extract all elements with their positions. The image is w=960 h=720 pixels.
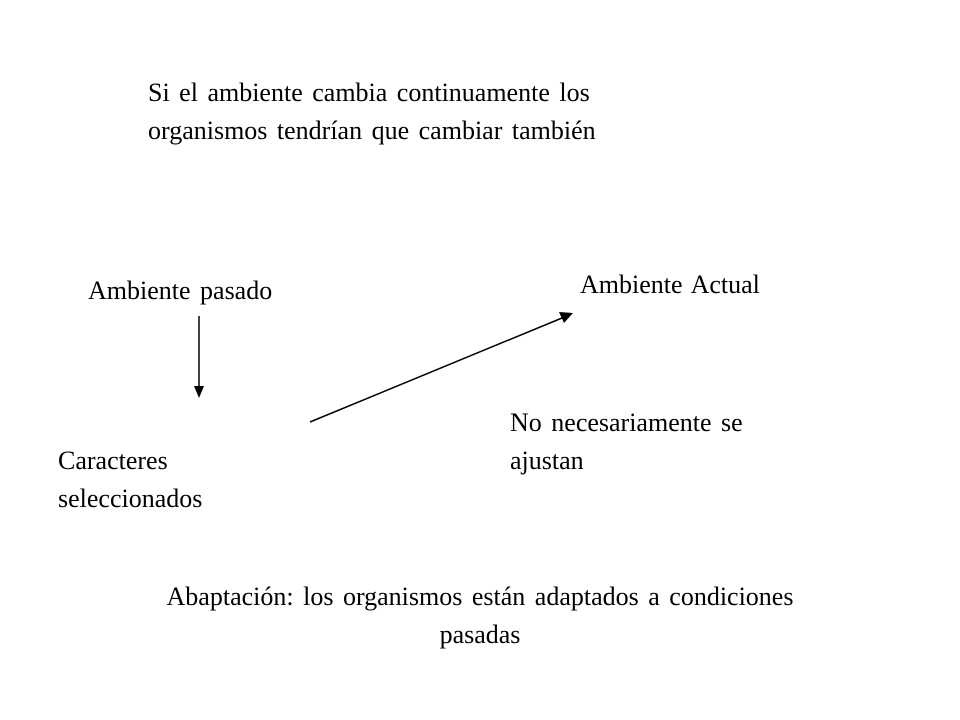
heading-line-1: Si el ambiente cambia continuamente los	[148, 78, 590, 107]
arrow-traits-to-current	[310, 312, 573, 422]
node-current-environment: Ambiente Actual	[580, 270, 760, 299]
conclusion-line-1: Abaptación: los organismos están adaptados a condiciones	[166, 582, 794, 611]
arrow-past-to-traits	[194, 316, 204, 398]
note-line-1: No necesariamente se	[510, 408, 743, 437]
heading-line-2: organismos tendrían que cambiar también	[148, 116, 596, 145]
node-selected-traits-line-2: seleccionados	[58, 484, 203, 513]
conclusion-line-2: pasadas	[439, 620, 521, 649]
node-selected-traits-line-1: Caracteres	[58, 446, 168, 475]
note-line-2: ajustan	[510, 446, 584, 475]
node-past-environment: Ambiente pasado	[88, 276, 273, 305]
